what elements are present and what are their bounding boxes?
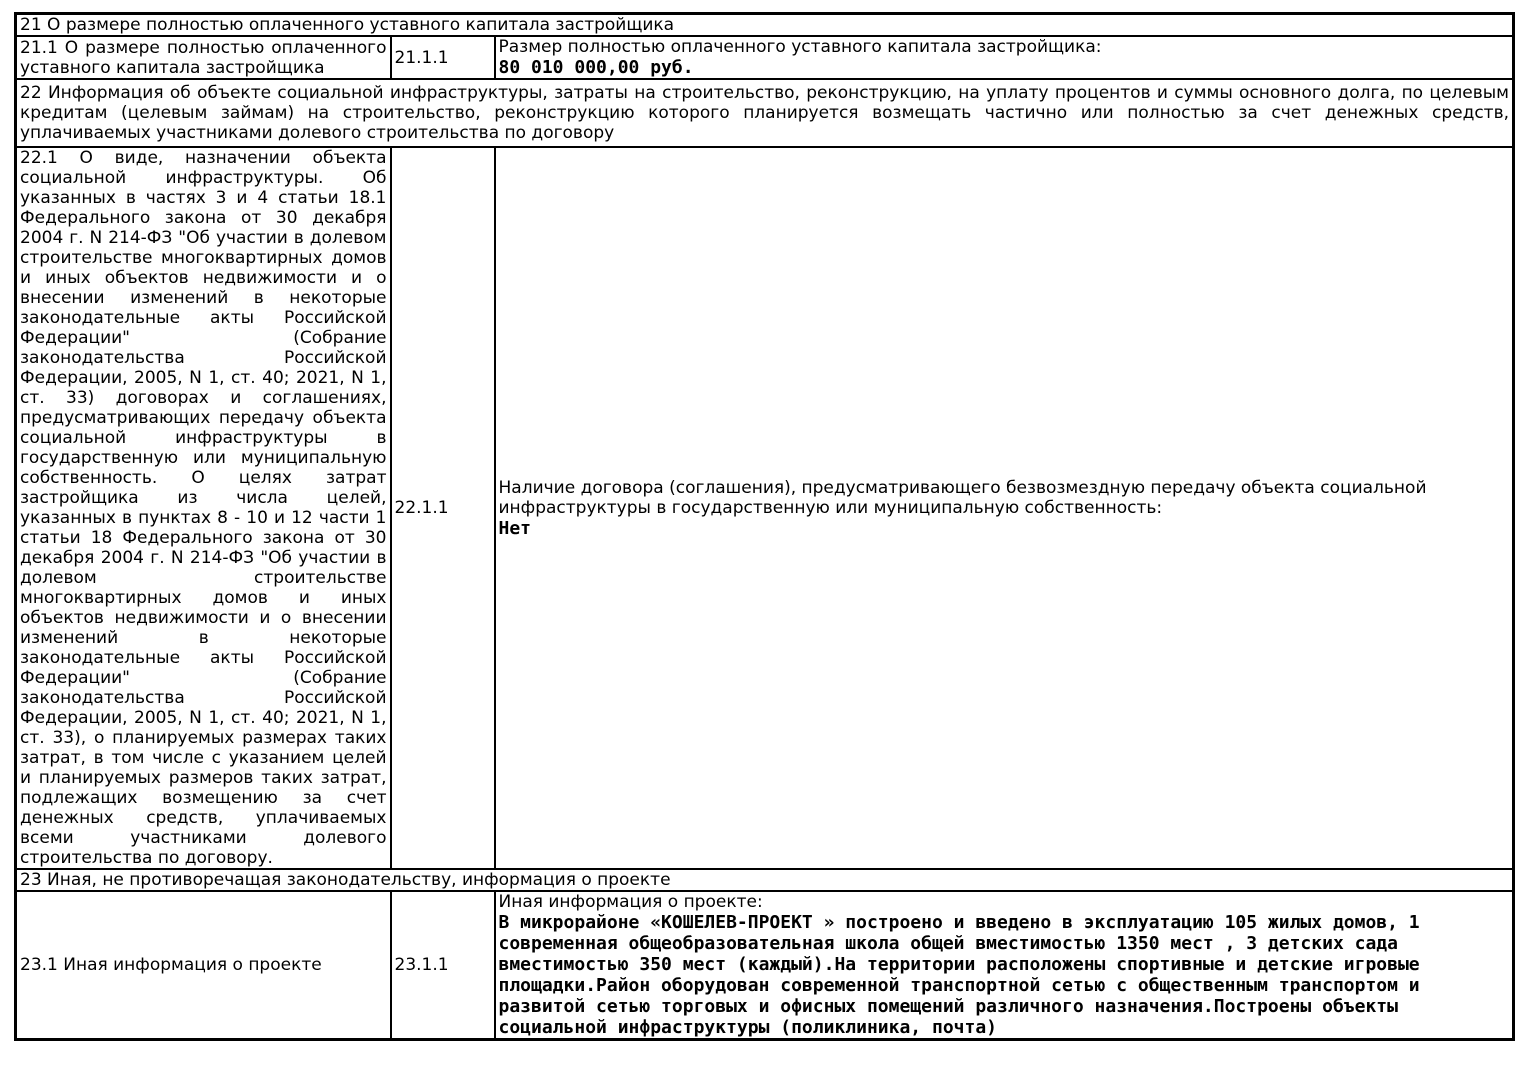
section-23-title: 23 Иная, не противоречащая законодательству, информация о проекте bbox=[16, 869, 1514, 891]
section-23-row bbox=[16, 869, 1514, 891]
row-22-1-subject: 22.1 О виде, назначении объекта социальной инфраструктуры. Об указанных в частях 3 и 4 статьи 18.1 Федерального закона от 30 декабря 2004 г. N 214-ФЗ "Об участии в долевом строительстве многоквартирных домов и иных объектов недвижимости и о внесении изменений в некоторые законодательные акты Российской Федерации" (Собрание законодательства Российской Федерации, 2005, N 1, ст. 40; 2021, N 1, ст. 33) договорах и соглашениях, предусматривающих передачу объекта социальной инфраструктуры в государственную или муниципальную собственность. О целях затрат застройщика из числа целей, указанных в пунктах 8 - 10 и 12 части 1 статьи 18 Федерального закона от 30 декабря 2004 г. N 214-ФЗ "Об участии в долевом строительстве многоквартирных домов и иных объектов недвижимости и о внесении изменений в некоторые законодательные акты Российской Федерации" (Собрание законодательства Российской Федерации, 2005, N 1, ст. 40; 2021, N 1, ст. 33), о планируемых размерах таких затрат, в том числе с указанием целей и планируемых размеров таких затрат, подлежащих возмещению за счет денежных средств, уплачиваемых всеми участниками долевого строительства по договору. bbox=[16, 147, 391, 869]
declaration-table bbox=[14, 12, 1515, 1041]
row-22-1-code: 22.1.1 bbox=[391, 147, 495, 869]
section-21-title: 21 О размере полностью оплаченного уставного капитала застройщика bbox=[16, 14, 1514, 37]
row-23-1-value-cell bbox=[495, 891, 1514, 1040]
section-22-title: 22 Информация об объекте социальной инфраструктуры, затраты на строительство, реконструкцию, на уплату процентов и суммы основного долга, по целевым кредитам (целевым займам) на строительство, реконструкцию которого планируется возмещать частично или полностью за счет денежных средств, уплачиваемых участниками долевого строительства по договору bbox=[16, 79, 1514, 147]
row-21-1-value-cell bbox=[495, 36, 1514, 79]
row-21-1-code: 21.1.1 bbox=[391, 36, 495, 79]
row-22-1-value: Нет bbox=[498, 517, 532, 539]
row-21-1-subject: 21.1 О размере полностью оплаченного уставного капитала застройщика bbox=[16, 36, 391, 79]
row-23-1-label: Иная информация о проекте: bbox=[498, 892, 763, 912]
row-23-1-code: 23.1.1 bbox=[391, 891, 495, 1040]
section-21-row bbox=[16, 14, 1514, 37]
table-row-22-1 bbox=[16, 147, 1514, 869]
row-21-1-value: 80 010 000,00 руб. bbox=[498, 57, 694, 78]
row-22-1-label: Наличие договора (соглашения), предусматривающего безвозмездную передачу объекта социальной инфраструктуры в государственную или муниципальную собственность: bbox=[498, 477, 1427, 518]
row-21-1-label: Размер полностью оплаченного уставного капитала застройщика: bbox=[498, 37, 1102, 57]
table-row-23-1 bbox=[16, 891, 1514, 1040]
row-22-1-value-cell bbox=[495, 147, 1514, 869]
row-23-1-subject: 23.1 Иная информация о проекте bbox=[16, 891, 391, 1040]
section-22-row bbox=[16, 79, 1514, 147]
row-23-1-value: В микрорайоне «КОШЕЛЕВ-ПРОЕКТ » построено и введено в эксплуатацию 105 жилых домов, 1 современная общеобразовательная школа общей вместимостью 1350 мест , 3 детских сада вместимостью 350 мест (каждый).На территории расположены спортивные и детские игровые площадки.Район оборудован современной транспортной сетью с общественным транспортом и развитой сетью торговых и офисных помещений различного назначения.Построены объекты социальной инфраструктуры (поликлиника, почта) bbox=[498, 912, 1420, 1038]
table-row-21-1 bbox=[16, 36, 1514, 79]
